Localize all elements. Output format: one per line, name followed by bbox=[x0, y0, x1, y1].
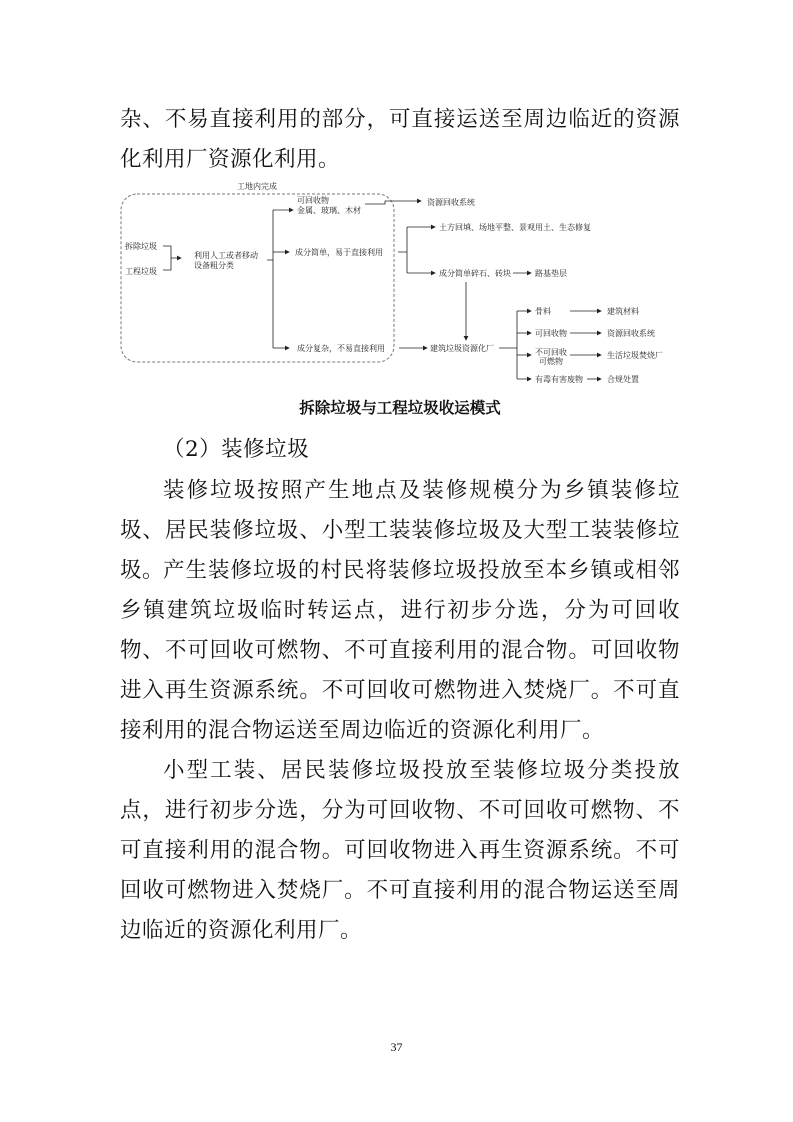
connector-plant-outputs bbox=[499, 311, 517, 379]
node-recyclable-l1: 可回收物 bbox=[297, 196, 329, 205]
node-hazardous: 有毒有害废物 bbox=[535, 375, 583, 384]
paragraph-3: 小型工装、居民装修垃圾投放至装修垃圾分类投放点，进行初步分选，分为可回收物、不可回收可燃物、不可直接利用的混合物。可回收物进入再生资源系统。不可回收可燃物进入焚烧厂。不可直接利用的混合物运送至周边临近的资源化利用厂。 bbox=[120, 758, 680, 943]
page-number: 37 bbox=[390, 1040, 403, 1054]
node-roadbed: 路基垫层 bbox=[535, 269, 567, 278]
figure-caption: 拆除垃圾与工程垃圾收运模式 bbox=[299, 399, 501, 417]
paragraph-2: 产生装修垃圾的村民将装修垃圾投放至本乡镇或相邻乡镇建筑垃圾临时转运点，进行初步分选，分为可回收物、不可回收可燃物、不可直接利用的混合物。可回收物进入再生资源系统。不可回收可燃物进入焚烧厂。不可直接利用的混合物运送至周边临近的资源化利用厂。 bbox=[120, 558, 680, 743]
node-recycling-system: 资源回收系统 bbox=[427, 198, 475, 207]
arrow-to-recycling-system bbox=[365, 201, 421, 204]
node-engineering-waste: 工程垃圾 bbox=[125, 267, 157, 276]
node-building-materials: 建筑材料 bbox=[607, 307, 639, 316]
node-recyclable-l2: 金属、玻璃、木材 bbox=[297, 206, 361, 215]
flow-diagram bbox=[115, 180, 675, 390]
onsite-label: 工地内完成 bbox=[237, 182, 277, 191]
node-recyclable-2: 可回收物 bbox=[535, 329, 567, 338]
connector-branch bbox=[267, 210, 273, 348]
node-crushed: 成分简单碎石、砖块 bbox=[439, 269, 511, 278]
onsite-boundary bbox=[121, 194, 394, 362]
node-incineration: 生活垃圾焚烧厂 bbox=[607, 351, 663, 360]
node-nonrecyclable-l1: 不可回收 bbox=[535, 348, 567, 357]
node-plant: 建筑垃圾资源化厂 bbox=[430, 344, 494, 353]
node-recycling-system-2: 资源回收系统 bbox=[607, 329, 655, 338]
node-sorting-l1: 利用人工或者移动 bbox=[194, 251, 258, 260]
node-complex: 成分复杂，不易直接利用 bbox=[297, 344, 385, 353]
connector-simple bbox=[398, 227, 407, 273]
connector-sources bbox=[163, 246, 181, 270]
section-subheading: （2）装修垃圾 bbox=[163, 437, 310, 462]
node-sorting-l2: 设备粗分类 bbox=[194, 261, 234, 270]
node-nonrecyclable-l2: 可燃物 bbox=[539, 357, 563, 366]
node-simple: 成分简单，易于直接利用 bbox=[295, 248, 383, 257]
node-aggregate: 骨料 bbox=[535, 307, 551, 316]
paragraph-1: 装修垃圾按照产生地点及装修规模分为乡镇装修垃圾、居民装修垃圾、小型工装装修垃圾及大型工装装修垃圾。 bbox=[120, 478, 680, 583]
node-demolition-waste: 拆除垃圾 bbox=[125, 242, 157, 251]
node-backfill: 土方回填、场地平整、景观用土、生态修复 bbox=[439, 223, 591, 232]
paragraph-continued: 杂、不易直接利用的部分，可直接运送至周边临近的资源化利用厂资源化利用。 bbox=[120, 107, 680, 172]
node-proper-disposal: 合规处置 bbox=[607, 375, 639, 384]
